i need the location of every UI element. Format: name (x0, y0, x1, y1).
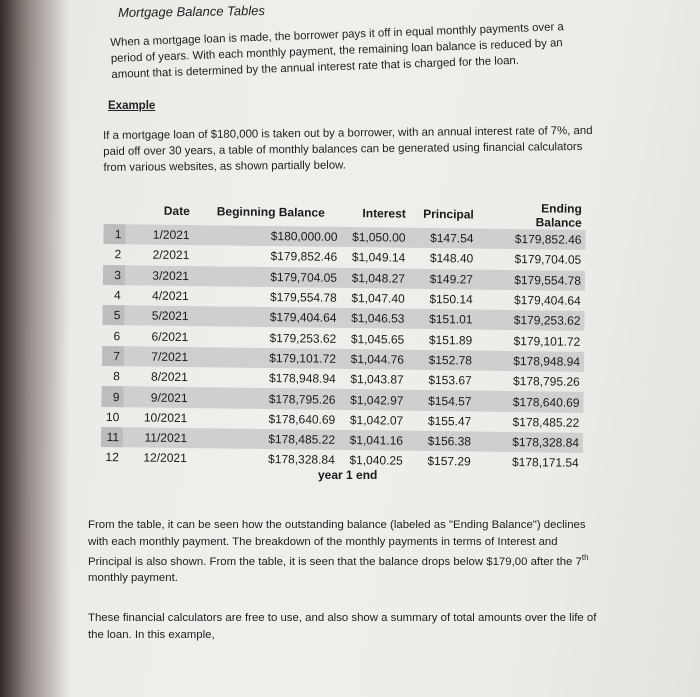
row-number: 7 (102, 346, 124, 367)
ending-balance-cell: $179,253.62 (476, 310, 584, 332)
date-cell: 9/2021 (123, 387, 191, 408)
date-cell: 8/2021 (151, 369, 188, 385)
ending-balance-cell: $178,485.22 (512, 414, 580, 430)
ending-balance-cell: $179,101.72 (513, 333, 581, 349)
date-cell: 1/2021 (125, 224, 193, 245)
principal-cell: $150.14 (429, 292, 473, 307)
page-title: Mortgage Balance Tables (117, 2, 266, 21)
interest-cell: $1,042.07 (349, 412, 404, 428)
principal-cell: $152.78 (408, 350, 476, 371)
ending-balance-cell: $179,554.78 (477, 269, 585, 291)
principal-cell: $147.54 (409, 228, 477, 249)
header-beginning-balance: Beginning Balance (216, 204, 325, 220)
date-cell: 7/2021 (124, 346, 192, 367)
beginning-balance-cell: $178,948.94 (268, 371, 336, 387)
row-number: 3 (103, 265, 125, 286)
beginning-balance-cell: $179,404.64 (192, 306, 340, 328)
interest-cell: $1,043.87 (350, 372, 404, 387)
principal-cell: $151.01 (408, 309, 476, 330)
amortization-table (101, 196, 586, 473)
ending-balance-cell: $178,640.69 (475, 391, 583, 413)
interest-cell: $1,045.65 (350, 331, 405, 347)
example-heading: Example (108, 100, 156, 112)
ending-balance-cell: $178,171.54 (511, 455, 579, 471)
principal-cell: $157.29 (427, 454, 471, 469)
row-number: 4 (114, 288, 121, 303)
date-cell: 3/2021 (125, 265, 193, 286)
beginning-balance-cell: $178,795.26 (191, 387, 339, 409)
row-number: 1 (103, 224, 125, 245)
principal-cell: $156.38 (407, 431, 475, 452)
beginning-balance-cell: $180,000.00 (193, 225, 341, 247)
beginning-balance-cell: $179,101.72 (192, 347, 340, 369)
date-cell: 2/2021 (152, 248, 190, 263)
explanation-text-end: monthly payment. (88, 572, 178, 585)
row-number: 10 (105, 409, 120, 425)
beginning-balance-cell: $179,253.62 (269, 330, 337, 346)
beginning-balance-cell: $179,704.05 (193, 266, 341, 288)
interest-cell: $1,046.53 (340, 308, 408, 329)
table-body (101, 224, 586, 473)
row-number: 12 (105, 450, 119, 465)
header-principal: Principal (423, 206, 474, 222)
date-cell: 4/2021 (151, 288, 189, 304)
header-interest: Interest (362, 206, 406, 221)
row-number: 11 (101, 427, 123, 448)
beginning-balance-cell: $178,485.22 (191, 428, 339, 450)
explanation-text: From the table, it can be seen how the outstanding balance (labeled as "Ending Balance") declines with each monthly payment. The breakdown of the monthly payments in terms of Interest and Principal is also shown. From the table, it is seen that the balance drops below $179,00 after the 7 (88, 519, 586, 568)
ending-balance-cell: $178,948.94 (476, 350, 584, 372)
header-ending-balance: Ending Balance (535, 201, 582, 230)
ending-balance-cell: $179,704.05 (514, 252, 582, 268)
interest-cell: $1,042.97 (339, 389, 407, 410)
principal-cell: $149.27 (409, 268, 477, 289)
year-end-label: year 1 end (318, 468, 378, 482)
date-cell: 5/2021 (124, 305, 192, 326)
header-date: Date (163, 203, 190, 219)
ending-balance-cell: $178,328.84 (475, 432, 583, 454)
beginning-balance-cell: $179,852.46 (270, 249, 338, 265)
beginning-balance-cell: $178,328.84 (267, 452, 335, 468)
explanation-paragraph (88, 517, 598, 587)
date-cell: 10/2021 (143, 410, 188, 425)
interest-cell: $1,047.40 (351, 291, 405, 306)
date-cell: 12/2021 (143, 450, 187, 466)
ending-balance-cell: $179,404.64 (513, 293, 581, 308)
intro-paragraph: When a mortgage loan is made, the borrower pays it off in equal monthly payments over a period of years. With each monthly payment, the remaining loan balance is reduced by an amount that is determined by the annual interest rate that is charged for the loan. (110, 21, 564, 81)
date-cell: 11/2021 (123, 427, 191, 448)
principal-cell: $155.47 (427, 413, 472, 429)
ending-balance-cell: $178,795.26 (512, 374, 580, 390)
row-number: 6 (113, 328, 121, 343)
row-number: 5 (102, 305, 124, 326)
ending-balance-cell: $179,852.46 (477, 229, 585, 251)
row-number: 8 (113, 369, 120, 384)
summary-paragraph: These financial calculators are free to use, and also show a summary of total amounts over the life of the loan. In this example, (88, 612, 597, 641)
interest-cell: $1,050.00 (341, 227, 409, 248)
page-shadow (0, 0, 70, 697)
interest-cell: $1,040.25 (349, 453, 403, 469)
interest-cell: $1,044.76 (340, 349, 408, 370)
principal-cell: $151.89 (428, 332, 473, 348)
ordinal-suffix: th (581, 553, 589, 562)
row-number: 2 (114, 247, 122, 262)
row-number: 9 (101, 386, 123, 407)
beginning-balance-cell: $178,640.69 (268, 411, 336, 427)
interest-cell: $1,049.14 (351, 250, 406, 266)
interest-cell: $1,041.16 (339, 430, 407, 451)
principal-cell: $153.67 (428, 373, 472, 388)
header-row-number (104, 196, 126, 224)
principal-cell: $148.40 (429, 251, 474, 266)
problem-paragraph: If a mortgage loan of $180,000 is taken out by a borrower, with an annual interest rate of 7%, and paid off over 30 years, a table of monthly balances can be generated using financial calculators from various websites, as shown partially below. (103, 124, 593, 174)
interest-cell: $1,048.27 (341, 267, 409, 288)
principal-cell: $154.57 (407, 390, 475, 411)
date-cell: 6/2021 (151, 329, 189, 344)
beginning-balance-cell: $179,554.78 (269, 290, 337, 305)
